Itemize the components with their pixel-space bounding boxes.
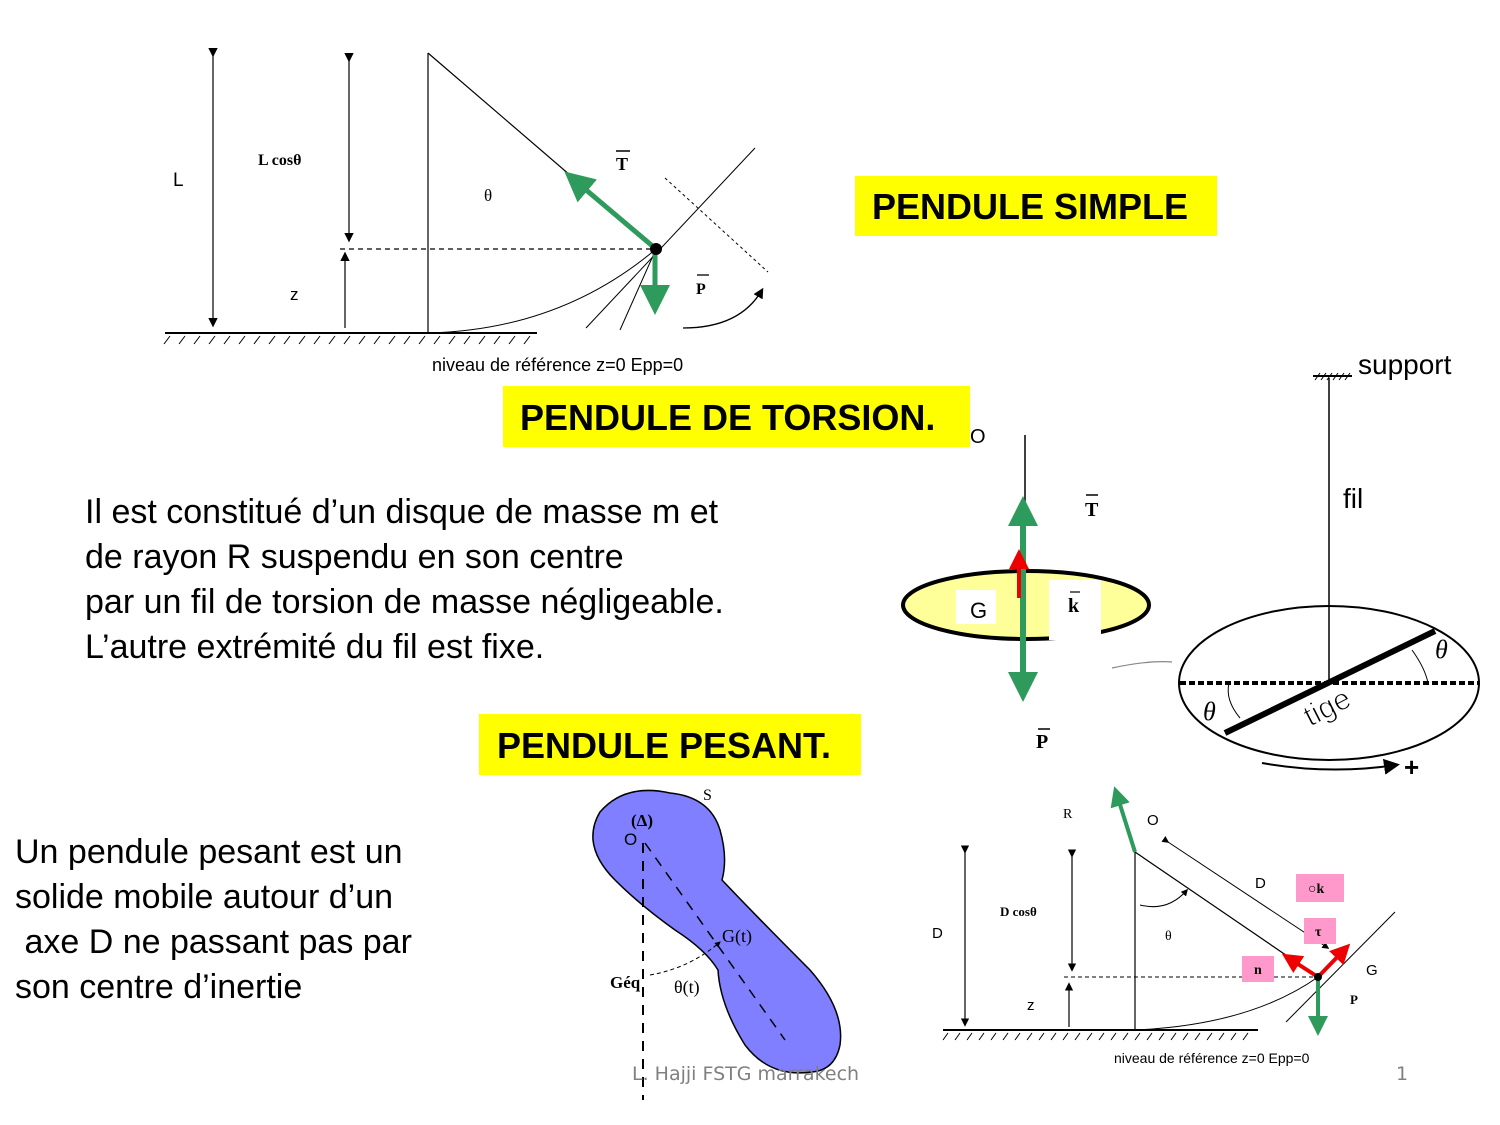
tige-label: tige (1298, 681, 1357, 734)
title-pendule-pesant: PENDULE PESANT. (479, 714, 861, 775)
trajectory-arc (428, 249, 656, 333)
n-vector (1287, 957, 1318, 977)
physical-pendulum-solid (580, 780, 870, 1100)
solid-S-label: S (703, 787, 712, 804)
connector-curve (1112, 662, 1172, 668)
pesant-energy-diagram (925, 780, 1405, 1080)
D-label: D (932, 925, 943, 942)
torsion-P-label: P (1036, 731, 1049, 753)
reference-level-label: niveau de référence z=0 Epp=0 (432, 355, 684, 375)
G-eq-label: Géq (610, 973, 641, 992)
footer-author: L. Hajji FSTG marrakech (632, 1063, 860, 1085)
theta-t-label: θ(t) (674, 977, 700, 997)
plus-label: + (1404, 752, 1420, 782)
torsion-line-1: Il est constitué d’un disque de masse m et (85, 493, 719, 531)
torsion-description (85, 490, 724, 670)
theta-label-right: θ (1435, 635, 1448, 664)
pesant-line-4: son centre d’inertie (15, 968, 303, 1006)
tau-label: τ (1315, 925, 1322, 940)
torsion-disk-diagram (880, 415, 1180, 760)
solid-O-label: O (624, 830, 638, 849)
torsion-line-2: de rayon R suspendu en son centre (85, 538, 624, 576)
pesant-O-label: O (1147, 812, 1159, 829)
ok-label: ○k (1308, 882, 1325, 897)
pesant-line-3: axe D ne passant pas par (15, 923, 412, 961)
pesant-line-2: solide mobile autour d’un (15, 878, 394, 916)
pesant-theta-label: θ (1165, 929, 1172, 944)
lcos-label: L cosθ (258, 152, 302, 169)
pesant-mass (1314, 973, 1322, 981)
pesant-description (15, 830, 412, 1010)
support-label: support (1358, 349, 1452, 380)
G-t-label: G(t) (722, 926, 752, 946)
weight-label: P (696, 281, 706, 298)
pesant-reference-label: niveau de référence z=0 Epp=0 (1114, 1050, 1310, 1066)
disk-center-label: G (970, 598, 988, 623)
tau-vector (1318, 948, 1346, 977)
n-label: n (1254, 963, 1262, 978)
rotation-direction-arrow (1262, 763, 1396, 770)
title-pendule-torsion: PENDULE DE TORSION. (503, 386, 970, 447)
torsion-T-label: T (1085, 499, 1099, 521)
tangent-line (586, 148, 755, 328)
tension-label: T (616, 154, 629, 174)
ground-hatching (164, 336, 530, 344)
torsion-line-4: L’autre extrémité du fil est fixe. (85, 628, 545, 666)
theta-label-left: θ (1203, 697, 1216, 726)
torsion-rod-diagram (1175, 345, 1495, 785)
tension-vector (572, 178, 656, 249)
torsion-origin-label: O (970, 426, 986, 448)
pendulum-mass (650, 243, 662, 255)
pesant-trajectory (1135, 977, 1318, 1030)
delta-axis-label: (Δ) (631, 811, 653, 830)
unit-vector-k-label: k (1068, 595, 1080, 617)
dotted-ray (665, 178, 768, 272)
angle-ray (620, 249, 656, 330)
R-label: R (1063, 807, 1073, 822)
pesant-theta-arc (1140, 890, 1187, 907)
R-vector (1116, 792, 1135, 852)
rotation-arrow (683, 290, 762, 328)
Dcos-label: D cosθ (1000, 904, 1037, 919)
simple-pendulum-diagram (0, 0, 820, 390)
distance-D-label: D (1255, 875, 1266, 892)
z-label: z (290, 285, 299, 304)
title-pendule-simple: PENDULE SIMPLE (855, 176, 1217, 236)
pesant-G-label: G (1366, 962, 1378, 979)
torsion-line-3: par un fil de torsion de masse négligeable. (85, 583, 724, 621)
length-label: L (173, 170, 184, 191)
theta-arc-left (1228, 683, 1240, 718)
footer-page-number: 1 (1396, 1063, 1409, 1085)
pesant-z-label: z (1027, 997, 1035, 1014)
theta-label: θ (484, 186, 493, 205)
fil-label: fil (1343, 483, 1364, 514)
pesant-line-1: Un pendule pesant est un (15, 833, 403, 871)
pesant-P-label: P (1350, 992, 1358, 1007)
theta-arc-right (1412, 650, 1428, 683)
